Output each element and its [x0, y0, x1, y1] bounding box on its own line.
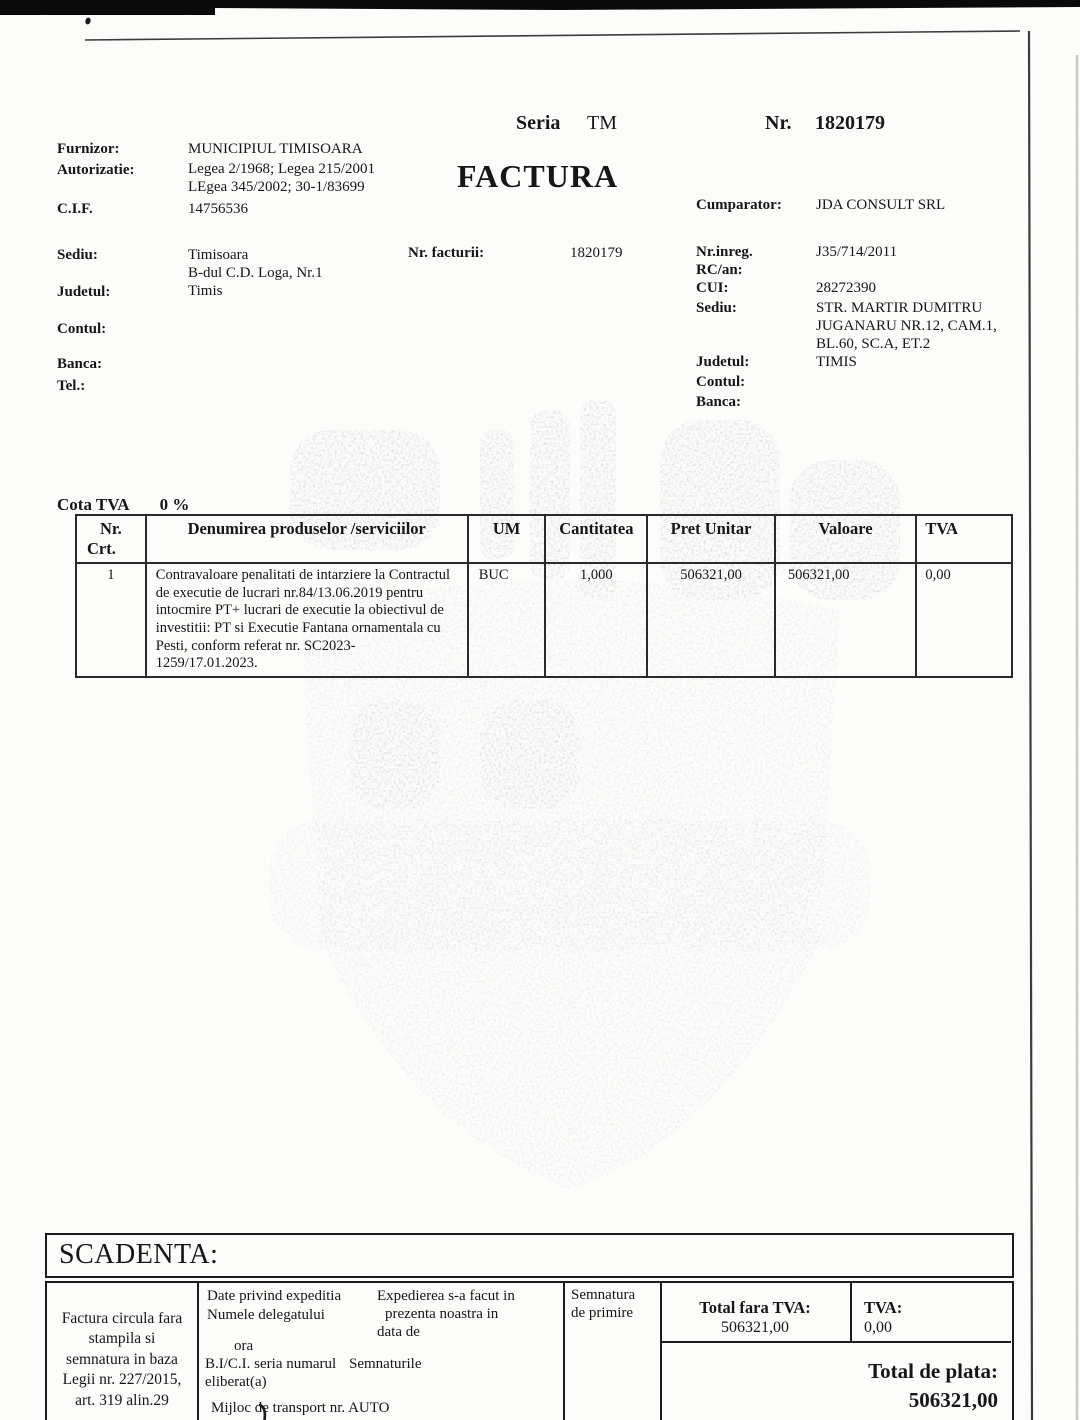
col-header-tva: TVA [916, 515, 1012, 563]
autorizatie-line2: LEgea 345/2002; 30-1/83699 [188, 179, 365, 195]
items-table-header-row [76, 515, 1012, 563]
buyer-judetul-value: TIMIS [816, 354, 857, 370]
expeditie-line2: Numele delegatului [207, 1307, 325, 1323]
nota-cell: Factura circula fara stampila si semnatura in baza Legii nr. 227/2015, art. 319 alin.29 [61, 1310, 183, 1409]
buyer-banca-label: Banca: [696, 394, 741, 410]
col-header-valoare: Valoare [775, 515, 917, 563]
cota-tva-label: Cota TVA [57, 495, 130, 514]
cif-label: C.I.F. [57, 201, 93, 217]
scadenta-label: SCADENTA: [59, 1239, 219, 1270]
tel-label: Tel.: [57, 378, 86, 394]
tva-total-value: 0,00 [864, 1319, 892, 1336]
semnaturile-label: Semnaturile [349, 1356, 422, 1372]
judetul-value: Timis [188, 283, 223, 299]
sediu-line1: Timisoara [188, 247, 249, 263]
buyer-sediu-line1: STR. MARTIR DUMITRU [816, 300, 983, 316]
total-de-plata-value: 506321,00 [908, 1388, 998, 1412]
total-fara-tva-value: 506321,00 [721, 1319, 789, 1336]
footer-totals-divider [660, 1341, 1011, 1343]
expediere-line2: prezenta noastra in [385, 1306, 499, 1322]
items-table [75, 514, 1013, 678]
buyer-sediu-line3: BL.60, SC.A, ET.2 [816, 336, 931, 352]
seria-value: TM [587, 112, 617, 134]
expeditie-line1: Date privind expeditia [207, 1288, 342, 1304]
judetul-label: Judetul: [57, 284, 111, 300]
footer-table [45, 1281, 1014, 1420]
invoice-number-label: Nr. [765, 112, 792, 134]
semnatura-primire-line1: Semnatura [571, 1287, 636, 1303]
autorizatie-line1: Legea 2/1968; Legea 215/2001 [188, 161, 376, 177]
col-header-denumire: Denumirea produselor /serviciilor [146, 515, 468, 563]
cota-tva-value: 0 % [159, 495, 190, 514]
cumparator-value: JDA CONSULT SRL [816, 197, 946, 213]
scadenta-box [45, 1233, 1014, 1278]
expediere-line1: Expedierea s-a facut in [377, 1288, 515, 1304]
contul-label: Contul: [57, 321, 107, 337]
nrinreg-label-line2: RC/an: [696, 262, 743, 278]
ora-label: ora [234, 1338, 254, 1354]
col-header-pret-unitar: Pret Unitar [647, 515, 775, 563]
bi-ci-label: B.I/C.I. seria numarul [205, 1356, 337, 1372]
cui-value: 28272390 [816, 280, 876, 296]
cui-label: CUI: [696, 280, 729, 296]
row-valoare: 506321,00 [775, 563, 917, 677]
footer-divider-1 [197, 1283, 199, 1420]
furnizor-label: Furnizor: [57, 141, 120, 157]
semnatura-primire-line2: de primire [571, 1305, 634, 1321]
footer-divider-tva [850, 1283, 852, 1341]
buyer-sediu-line2: JUGANARU NR.12, CAM.1, [816, 318, 997, 334]
furnizor-value: MUNICIPIUL TIMISOARA [188, 141, 363, 157]
buyer-judetul-label: Judetul: [696, 354, 750, 370]
invoice-number-value: 1820179 [815, 112, 885, 134]
footer-divider-2 [563, 1283, 565, 1420]
cota-tva-note [57, 495, 189, 515]
nrinreg-value: J35/714/2011 [816, 244, 898, 260]
pen-stroke-artifact [252, 1403, 282, 1420]
document-title: FACTURA [457, 158, 619, 194]
total-fara-tva-label: Total fara TVA: [699, 1298, 811, 1317]
nr-facturii-label: Nr. facturii: [408, 245, 485, 261]
col-header-um: UM [468, 515, 546, 563]
sediu-line2: B-dul C.D. Loga, Nr.1 [188, 265, 323, 281]
tva-total-label: TVA: [864, 1298, 903, 1317]
row-pret-unitar: 506321,00 [647, 563, 775, 677]
nr-facturii-value: 1820179 [570, 245, 623, 261]
row-denumire: Contravaloare penalitati de intarziere la Contractul de executie de lucrari nr.84/13.06.2019 pentru intocmire PT+ lucrari de executie la obiectivul de investitii: PT si Executie Fantana ornamentala cu Pesti, conform referat nr. SC2023- 1259/17.01.2023. [146, 563, 468, 677]
col-header-nr-crt: Nr. Crt. [76, 515, 146, 563]
transport-label: Mijloc de transport nr. AUTO [211, 1400, 390, 1416]
sediu-label: Sediu: [57, 247, 98, 263]
nrinreg-label-line1: Nr.inreg. [696, 244, 753, 260]
cumparator-label: Cumparator: [696, 197, 782, 213]
buyer-contul-label: Contul: [696, 374, 746, 390]
buyer-sediu-label: Sediu: [696, 300, 737, 316]
expediere-line3: data de [377, 1324, 420, 1340]
banca-label: Banca: [57, 356, 102, 372]
total-de-plata-label: Total de plata: [868, 1359, 998, 1383]
eliberat-label: eliberat(a) [205, 1374, 267, 1390]
table-row [76, 563, 1012, 677]
row-tva: 0,00 [916, 563, 1012, 677]
col-header-cantitate: Cantitatea [545, 515, 647, 563]
cif-value: 14756536 [188, 201, 248, 217]
seria-label: Seria [516, 112, 561, 134]
row-nr-crt: 1 [76, 563, 146, 677]
row-um: BUC [468, 563, 546, 677]
autorizatie-label: Autorizatie: [57, 162, 135, 178]
row-cantitate: 1,000 [545, 563, 647, 677]
